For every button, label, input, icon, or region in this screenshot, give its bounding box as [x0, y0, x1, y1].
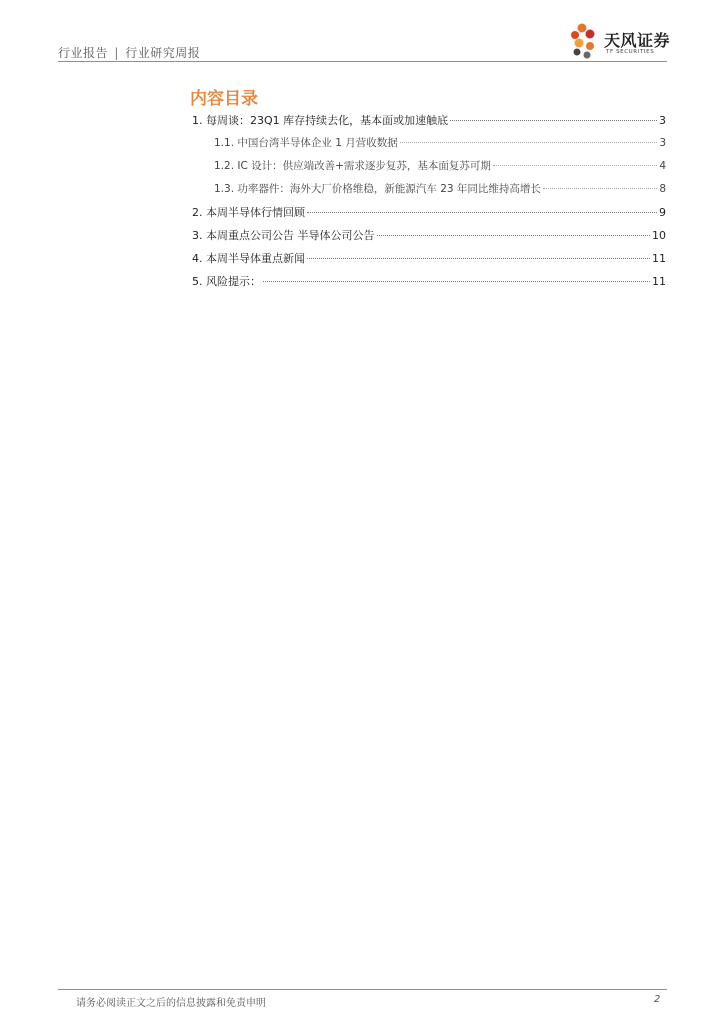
toc-entry-label: 1.1. 中国台湾半导体企业 1 月营收数据: [214, 137, 398, 149]
toc-entry-page: 11: [652, 252, 666, 265]
toc-leader-dots: [307, 212, 657, 213]
tf-securities-logo: [568, 22, 671, 60]
toc-leader-dots: [400, 142, 658, 143]
toc-leader-dots: [493, 165, 657, 166]
footer-disclaimer: 请务必阅读正文之后的信息披露和免责申明: [76, 998, 266, 1009]
toc-entry-page: 8: [659, 183, 666, 195]
toc-entry-page: 3: [659, 114, 666, 127]
logo-text: 天风证券: [604, 31, 671, 50]
toc-entry-1-1[interactable]: [192, 135, 666, 158]
toc-leader-dots: [377, 235, 651, 236]
flower-logo-icon: [568, 22, 602, 60]
toc-title: 内容目录: [190, 89, 258, 109]
toc-leader-dots: [543, 188, 657, 189]
toc-entry-label: 3. 本周重点公司公告 半导体公司公告: [192, 229, 375, 242]
toc-entry-page: 9: [659, 206, 666, 219]
footer-divider: [58, 989, 667, 990]
toc-entry-2[interactable]: [192, 204, 666, 227]
report-category: [58, 44, 200, 61]
toc-entry-1[interactable]: [192, 112, 666, 135]
toc-entry-label: 5. 风险提示：: [192, 275, 261, 288]
toc-entry-1-3[interactable]: [192, 181, 666, 204]
category-separator: |: [114, 46, 119, 60]
toc-entry-page: 11: [652, 275, 666, 288]
logo-subtext: TF SECURITIES: [606, 49, 655, 55]
page-number: 2: [654, 994, 661, 1005]
toc-entry-1-2[interactable]: [192, 158, 666, 181]
toc-entry-page: 3: [659, 137, 666, 149]
toc-leader-dots: [450, 120, 657, 121]
header-divider: [58, 61, 667, 62]
category-label: 行业报告: [58, 46, 109, 60]
toc-entry-label: 4. 本周半导体重点新闻: [192, 252, 305, 265]
table-of-contents: [192, 112, 666, 296]
toc-entry-5[interactable]: [192, 273, 666, 296]
toc-entry-3[interactable]: [192, 227, 666, 250]
toc-leader-dots: [307, 258, 650, 259]
toc-entry-label: 1.2. IC 设计：供应端改善+需求逐步复苏，基本面复苏可期: [214, 160, 491, 172]
toc-entry-label: 1.3. 功率器件：海外大厂价格维稳，新能源汽车 23 年同比维持高增长: [214, 183, 541, 195]
toc-entry-page: 10: [652, 229, 666, 242]
toc-entry-page: 4: [659, 160, 666, 172]
toc-leader-dots: [263, 281, 650, 282]
toc-entry-4[interactable]: [192, 250, 666, 273]
toc-entry-label: 1. 每周谈：23Q1 库存持续去化，基本面或加速触底: [192, 114, 449, 127]
subcategory-label: 行业研究周报: [125, 46, 201, 60]
toc-entry-label: 2. 本周半导体行情回顾: [192, 206, 305, 219]
